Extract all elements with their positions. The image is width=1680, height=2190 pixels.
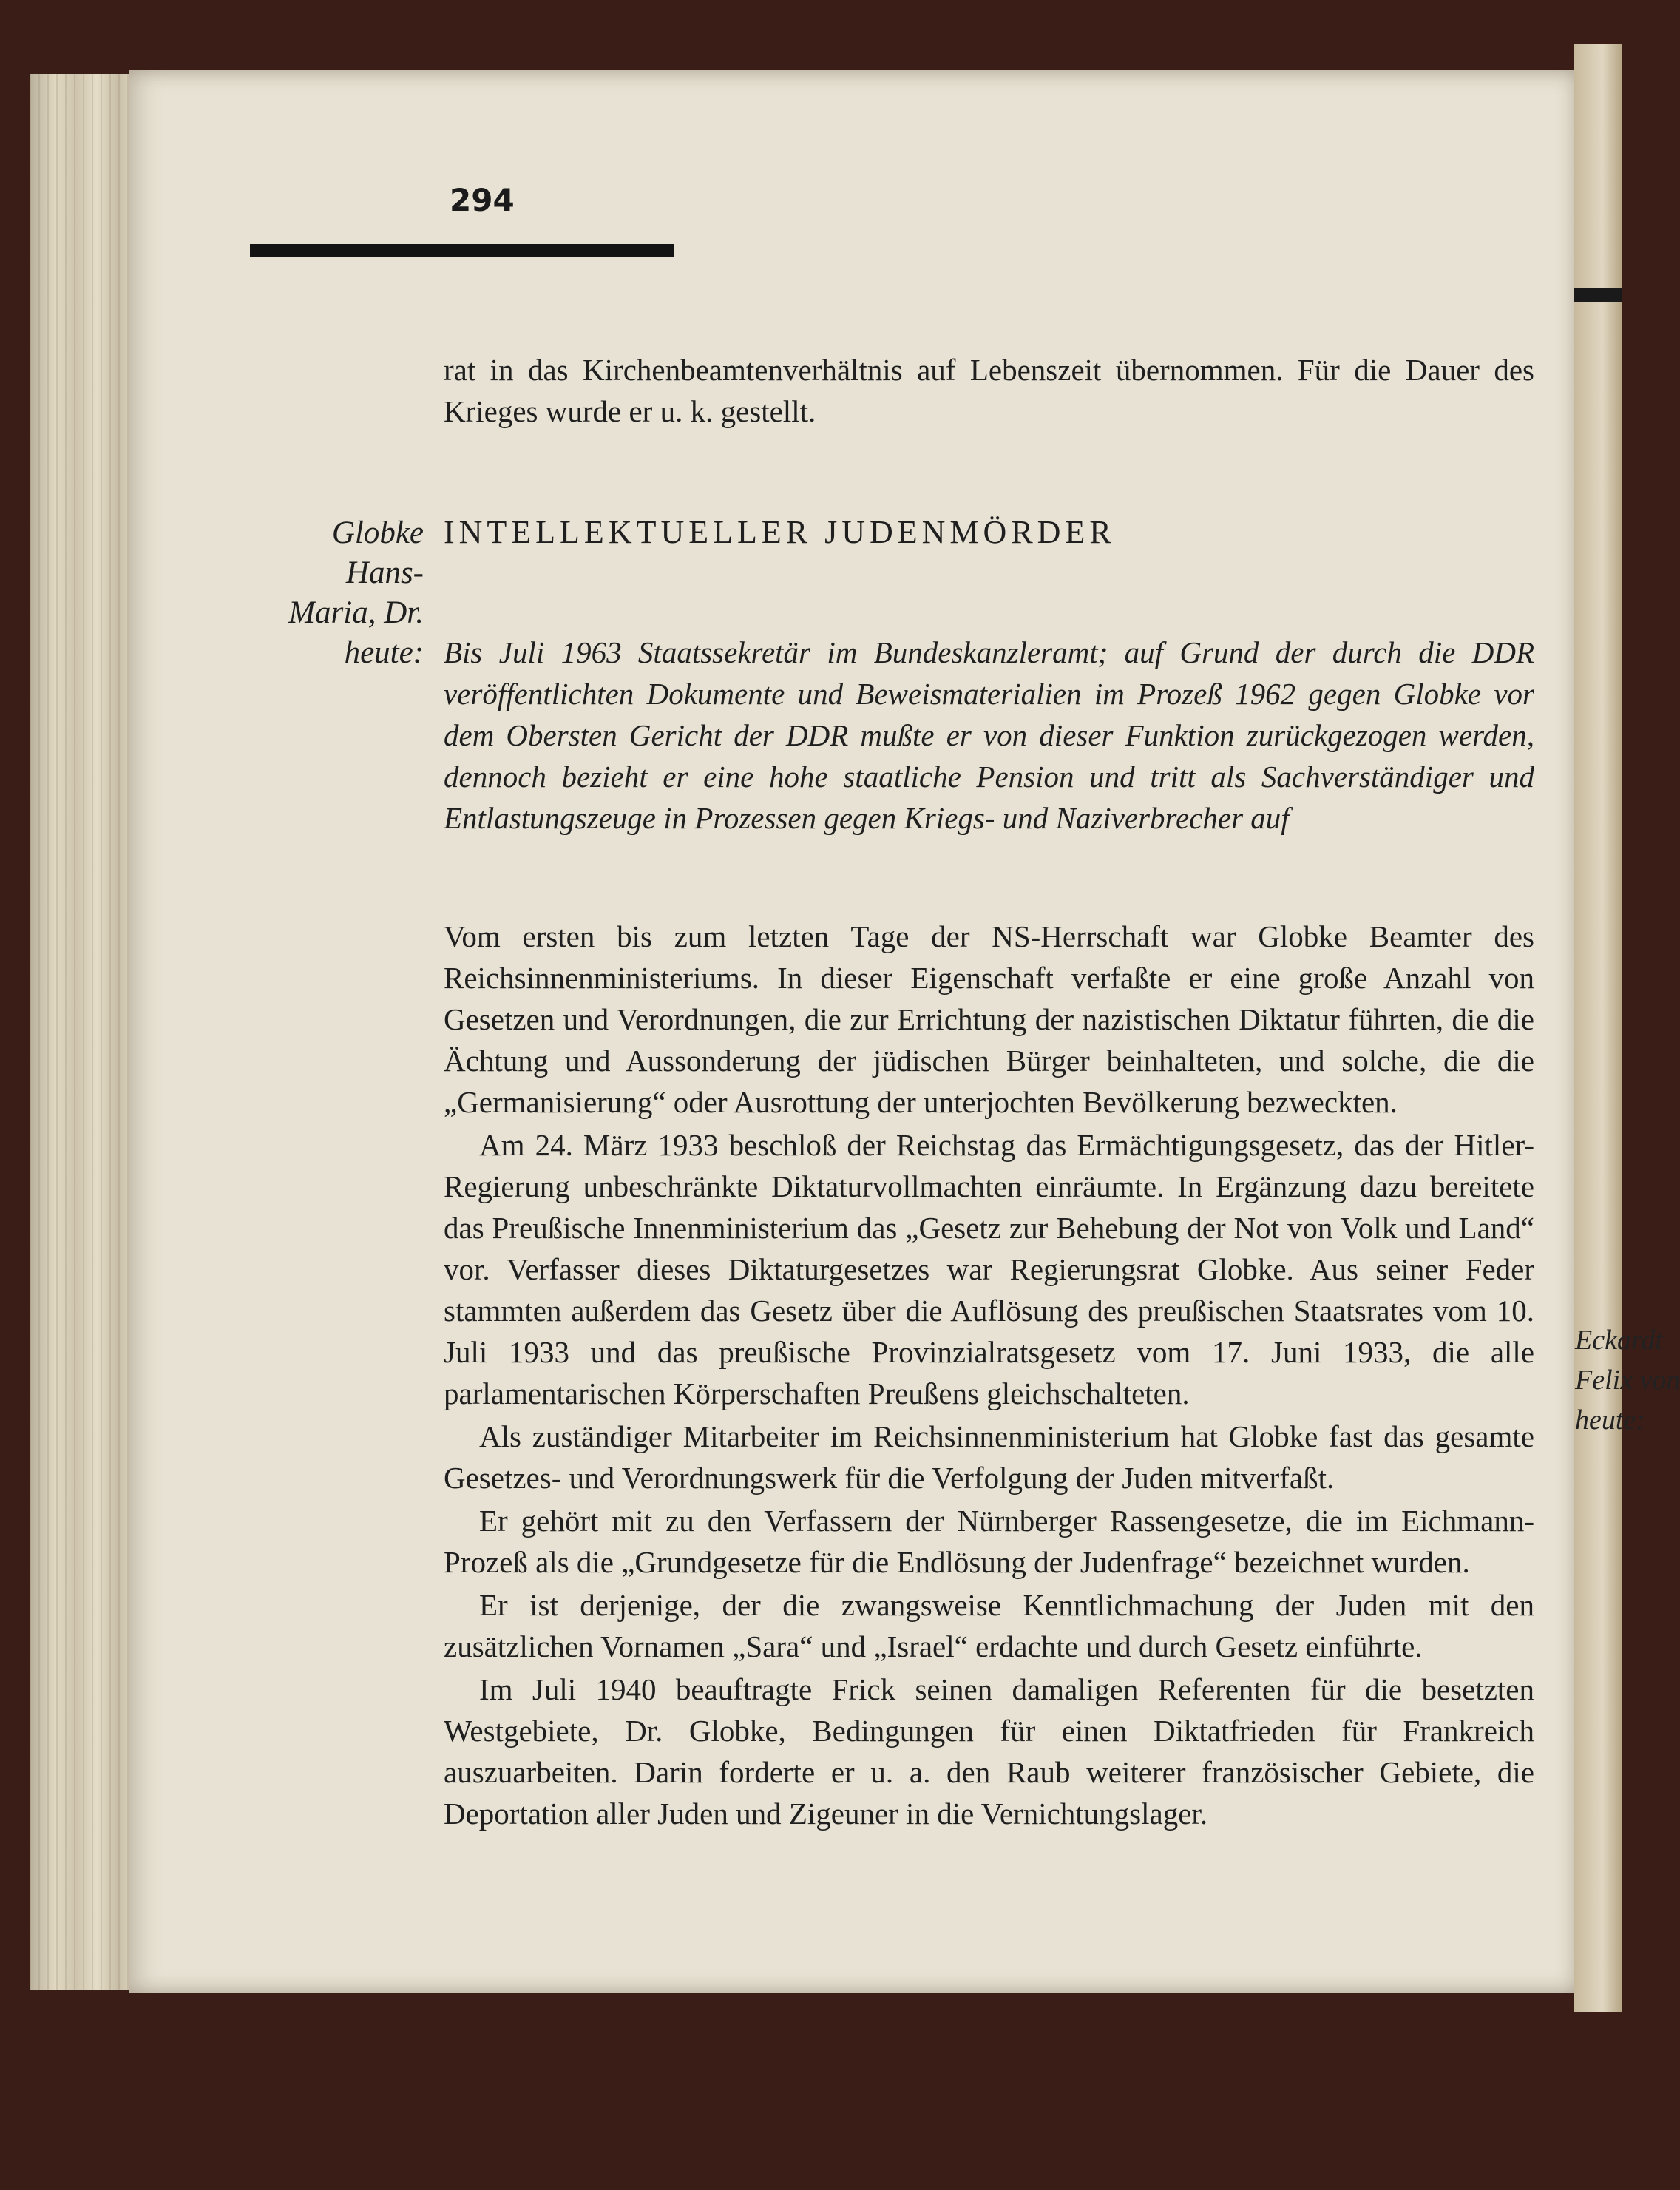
margin-note (288, 513, 424, 673)
page-number: 294 (450, 182, 515, 218)
body-paragraph: Er gehört mit zu den Verfassern der Nürnberger Rassengesetze, die im Eichmann-Prozeß als die „Grundgesetze für die Endlösung der Judenfrage“ bezeichnet wurden. (444, 1504, 1534, 1579)
body-paragraph: Im Juli 1940 beauftragte Frick seinen damaligen Referenten für die besetzten Westgebiete, Dr. Globke, Bedingungen für einen Diktatfrieden für Frankreich auszuarbeiten. Darin forderte er u. a. den Raub weiterer französischer Gebiete, die Deportation aller Juden und Zigeuner in die Vernichtungslager. (444, 1672, 1534, 1831)
body-paragraph: Er ist derjenige, der die zwangsweise Kenntlichmachung der Juden mit den zusätzlichen Vornamen „Sara“ und „Israel“ erdachte und durch Gesetz einführte. (444, 1588, 1534, 1663)
body-paragraph: Vom ersten bis zum letzten Tage der NS-Herrschaft war Globke Beamter des Reichsinnenministeriums. In dieser Eigenschaft verfaßte er eine große Anzahl von Gesetzen und Verordnungen, die zur Errichtung der nazistischen Diktatur führten, die die Ächtung und Aussonderung der jüdischen Bürger beinhalteten, und solche, die die „Germanisierung“ oder Ausrottung der unterjochten Bevölkerung bezweckten. (444, 919, 1534, 1119)
header-rule (250, 244, 674, 257)
body-paragraph: Als zuständiger Mitarbeiter im Reichsinnenministerium hat Globke fast das gesamte Gesetzes- und Verordnungswerk für die Verfolgung der Juden mitverfaßt. (444, 1419, 1534, 1495)
margin-note-line-1: Globke (331, 516, 424, 550)
summary-paragraph: Bis Juli 1963 Staatssekretär im Bundeskanzleramt; auf Grund der durch die DDR veröffentlichten Dokumente und Beweismaterialien im Prozeß 1962 gegen Globke vor dem Obersten Gericht der DDR mußte er von dieser Funktion zurückgezogen werden, dennoch bezieht er eine hohe staatliche Pension und tritt als Sachverständiger und Entlastungszeuge in Prozessen gegen Kriegs- und Naziverbrecher auf (444, 635, 1534, 835)
facing-page-edge (1574, 44, 1680, 2012)
summary-block (444, 632, 1534, 839)
lead-paragraph: rat in das Kirchenbeamtenverhältnis auf Lebenszeit übernommen. Für die Dauer des Krieges wurde er u. k. gestellt. (444, 353, 1534, 428)
facing-margin-line-1: Eckardt (1575, 1325, 1663, 1356)
book-page-stack (30, 74, 133, 1990)
margin-note-line-2: Hans- (345, 555, 424, 590)
facing-margin-line-2: Felix von (1575, 1365, 1680, 1396)
margin-note-line-3: Maria, Dr. (288, 595, 424, 630)
margin-note-line-4: heute: (344, 635, 424, 670)
body-paragraph: Am 24. März 1933 beschloß der Reichstag das Ermächtigungsgesetz, das der Hitler-Regierung unbeschränkte Diktaturvollmachten einräumte. In Ergänzung dazu bereitete das Preußische Innenministerium das „Gesetz zur Behebung der Not von Volk und Land“ vor. Verfasser dieses Diktaturgesetzes war Regierungsrat Globke. Aus seiner Feder stammten außerdem das Gesetz über die Auflösung des preußischen Staatsrates vom 10. Juli 1933 und das preußische Provinzialratsgesetz vom 17. Juni 1933, die alle parlamentarischen Körperschaften Preußens gleichschalteten. (444, 1128, 1534, 1410)
facing-margin-line-3: heute: (1575, 1405, 1645, 1436)
facing-page-rule (1574, 288, 1622, 302)
lead-paragraph-block (444, 349, 1534, 432)
section-heading: INTELLEKTUELLER JUDENMÖRDER (444, 514, 1116, 550)
body-text (444, 916, 1534, 1834)
